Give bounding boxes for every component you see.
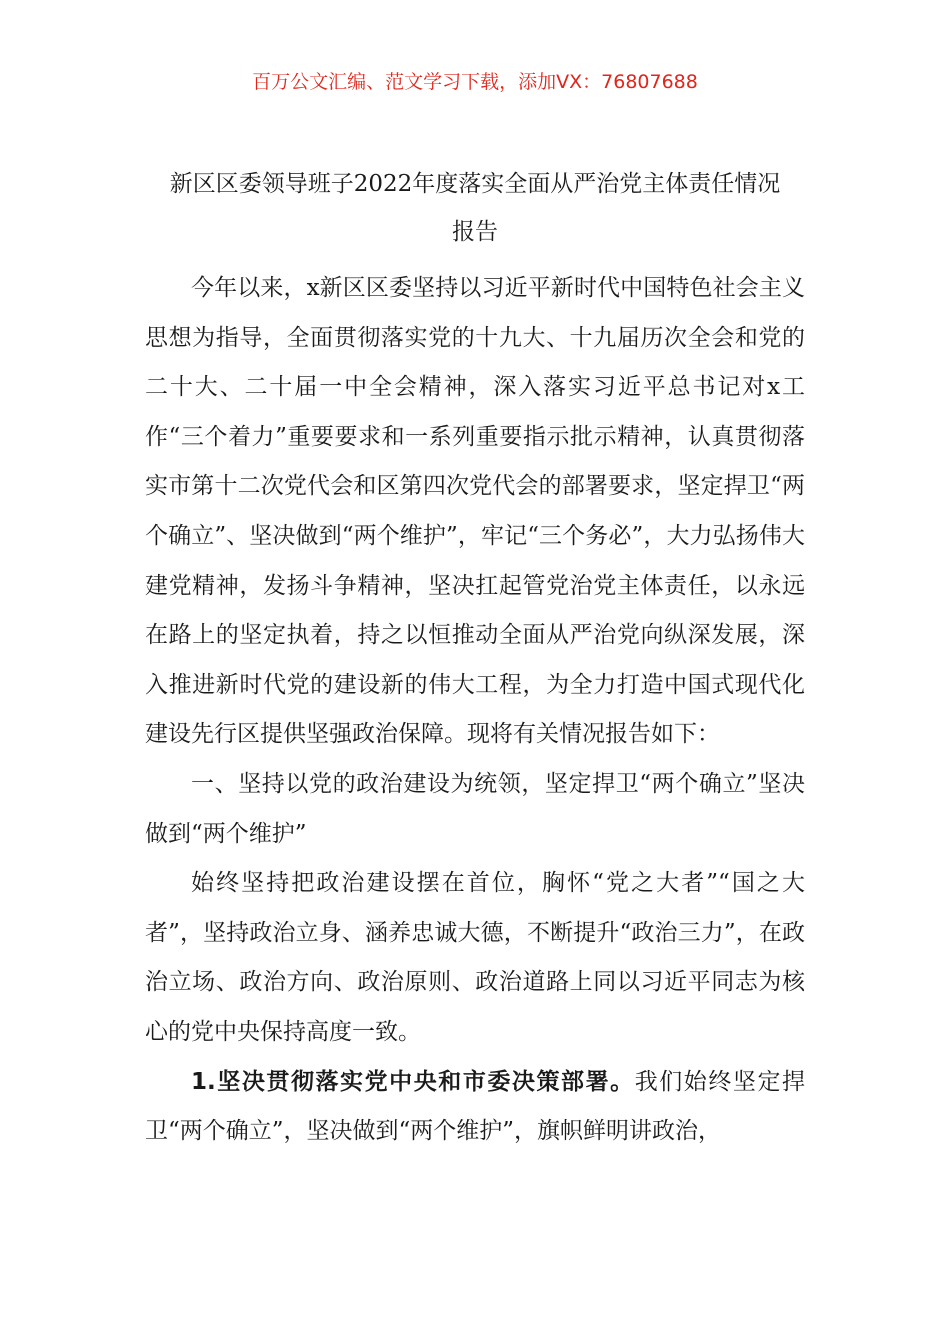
document-title (120, 160, 830, 256)
item-1-lead: 1.坚决贯彻落实党中央和市委决策部署。 (191, 1068, 635, 1095)
item-1-paragraph (145, 1058, 805, 1157)
watermark-header: 百万公文汇编、范文学习下载，添加VX：76807688 (252, 71, 698, 93)
item-1-text: 我们始终坚定捍卫“两个确立”，坚决做到“两个维护”，旗帜鲜明讲政治， (145, 1068, 806, 1145)
section-heading-1: 一、坚持以党的政治建设为统领，坚定捍卫“两个确立”坚决做到“两个维护” (145, 770, 805, 847)
section-1-paragraph: 始终坚持把政治建设摆在首位，胸怀“党之大者”“国之大者”，坚持政治立身、涵养忠诚大德，不断提升“政治三力”，在政治立场、政治方向、政治原则、政治道路上同以习近平同志为核心的党中央保持高度一致。 (145, 870, 805, 1045)
document-body (145, 264, 805, 1157)
title-line-1: 新区区委领导班子2022年度落实全面从严治党主体责任情况 (169, 171, 781, 197)
title-line-2: 报告 (452, 219, 498, 245)
intro-paragraph: 今年以来，x新区区委坚持以习近平新时代中国特色社会主义思想为指导，全面贯彻落实党的十九大、十九届历次全会和党的二十大、二十届一中全会精神，深入落实习近平总书记对x工作“三个着力”重要要求和一系列重要指示批示精神，认真贯彻落实市第十二次党代会和区第四次党代会的部署要求，坚定捍卫“两个确立”、坚决做到“两个维护”，牢记“三个务必”，大力弘扬伟大建党精神，发扬斗争精神，坚决扛起管党治党主体责任，以永远在路上的坚定执着，持之以恒推动全面从严治党向纵深发展，深入推进新时代党的建设新的伟大工程，为全力打造中国式现代化建设先行区提供坚强政治保障。现将有关情况报告如下： (145, 275, 805, 748)
